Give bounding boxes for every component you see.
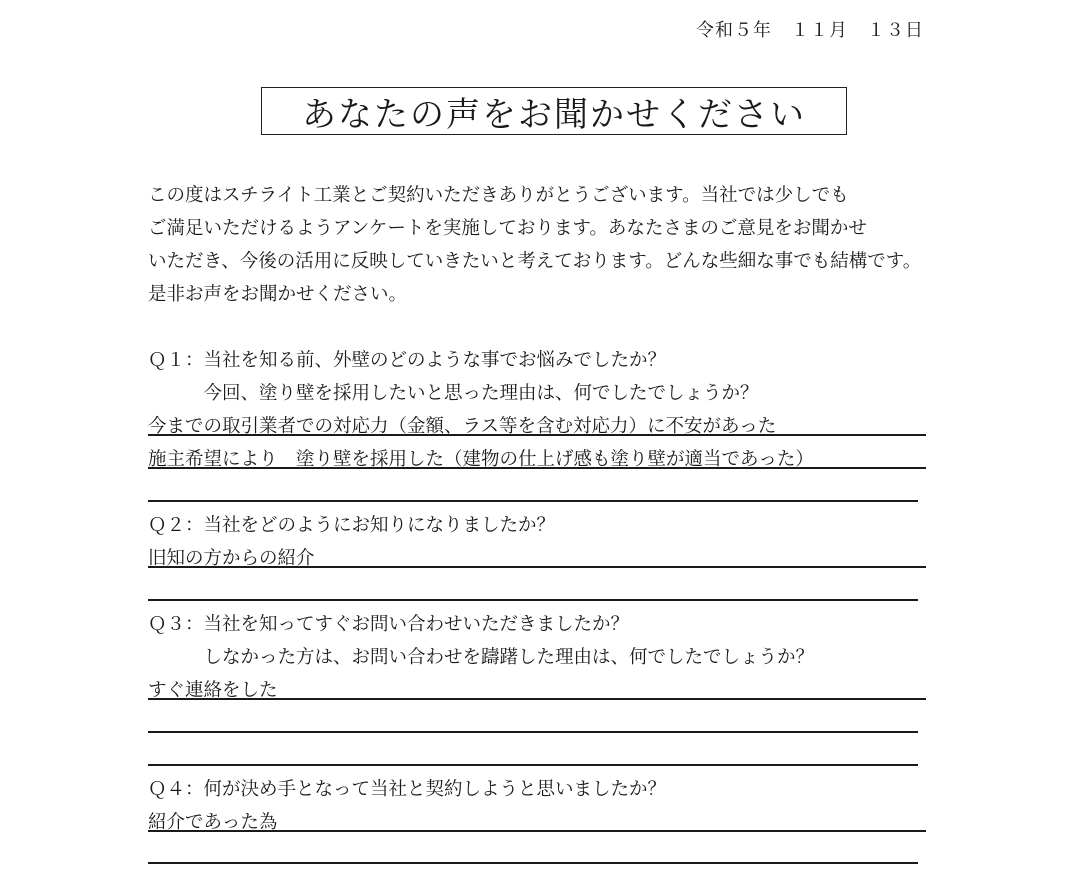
q4-answer-1: 紹介であった為 [148, 812, 278, 833]
q3-answer-line-1 [148, 698, 926, 700]
q3-answer-line-3 [148, 764, 918, 766]
intro-line-3: いただき、今後の活用に反映していきたいと考えております。どんな些細な事でも結構です。 [148, 251, 922, 272]
q1-answer-2: 施主希望により 塗り壁を採用した（建物の仕上げ感も塗り壁が適当であった） [148, 449, 814, 470]
q1-subquestion: 今回、塗り壁を採用したいと思った理由は、何でしたでしょうか？ [148, 383, 759, 404]
q3-answer-1: すぐ連絡をした [148, 680, 278, 701]
q1-question: Ｑ１：当社を知る前、外壁のどのような事でお悩みでしたか？ [148, 350, 667, 371]
q4-answer-line-1 [148, 830, 926, 832]
q3-answer-line-2 [148, 731, 918, 733]
q2-question: Ｑ２：当社をどのようにお知りになりましたか？ [148, 515, 556, 536]
q1-answer-1: 今までの取引業者での対応力（金額、ラス等を含む対応力）に不安があった [148, 416, 777, 437]
title-box [261, 87, 847, 135]
page-title: あなたの声をお聞かせください [302, 94, 806, 135]
q1-answer-line-1 [148, 434, 926, 436]
q4-question: Ｑ４：何が決め手となって当社と契約しようと思いましたか？ [148, 779, 667, 800]
q3-subquestion: しなかった方は、お問い合わせを躊躇した理由は、何でしたでしょうか？ [148, 647, 815, 668]
q1-answer-line-2 [148, 467, 926, 469]
q3-question: Ｑ３：当社を知ってすぐお問い合わせいただきましたか？ [148, 614, 630, 635]
intro-line-1: この度はスチライト工業とご契約いただきありがとうございます。当社では少しでも [148, 185, 849, 206]
q2-answer-line-1 [148, 566, 926, 568]
intro-line-2: ご満足いただけるようアンケートを実施しております。あなたさまのご意見をお聞かせ [148, 218, 867, 239]
q4-answer-line-2 [148, 862, 918, 864]
intro-line-4: 是非お声をお聞かせください。 [148, 284, 408, 305]
document-date: 令和５年 １１月 １３日 [696, 20, 924, 41]
q2-answer-1: 旧知の方からの紹介 [148, 548, 315, 569]
q2-answer-line-2 [148, 599, 918, 601]
q1-answer-line-3 [148, 500, 918, 502]
